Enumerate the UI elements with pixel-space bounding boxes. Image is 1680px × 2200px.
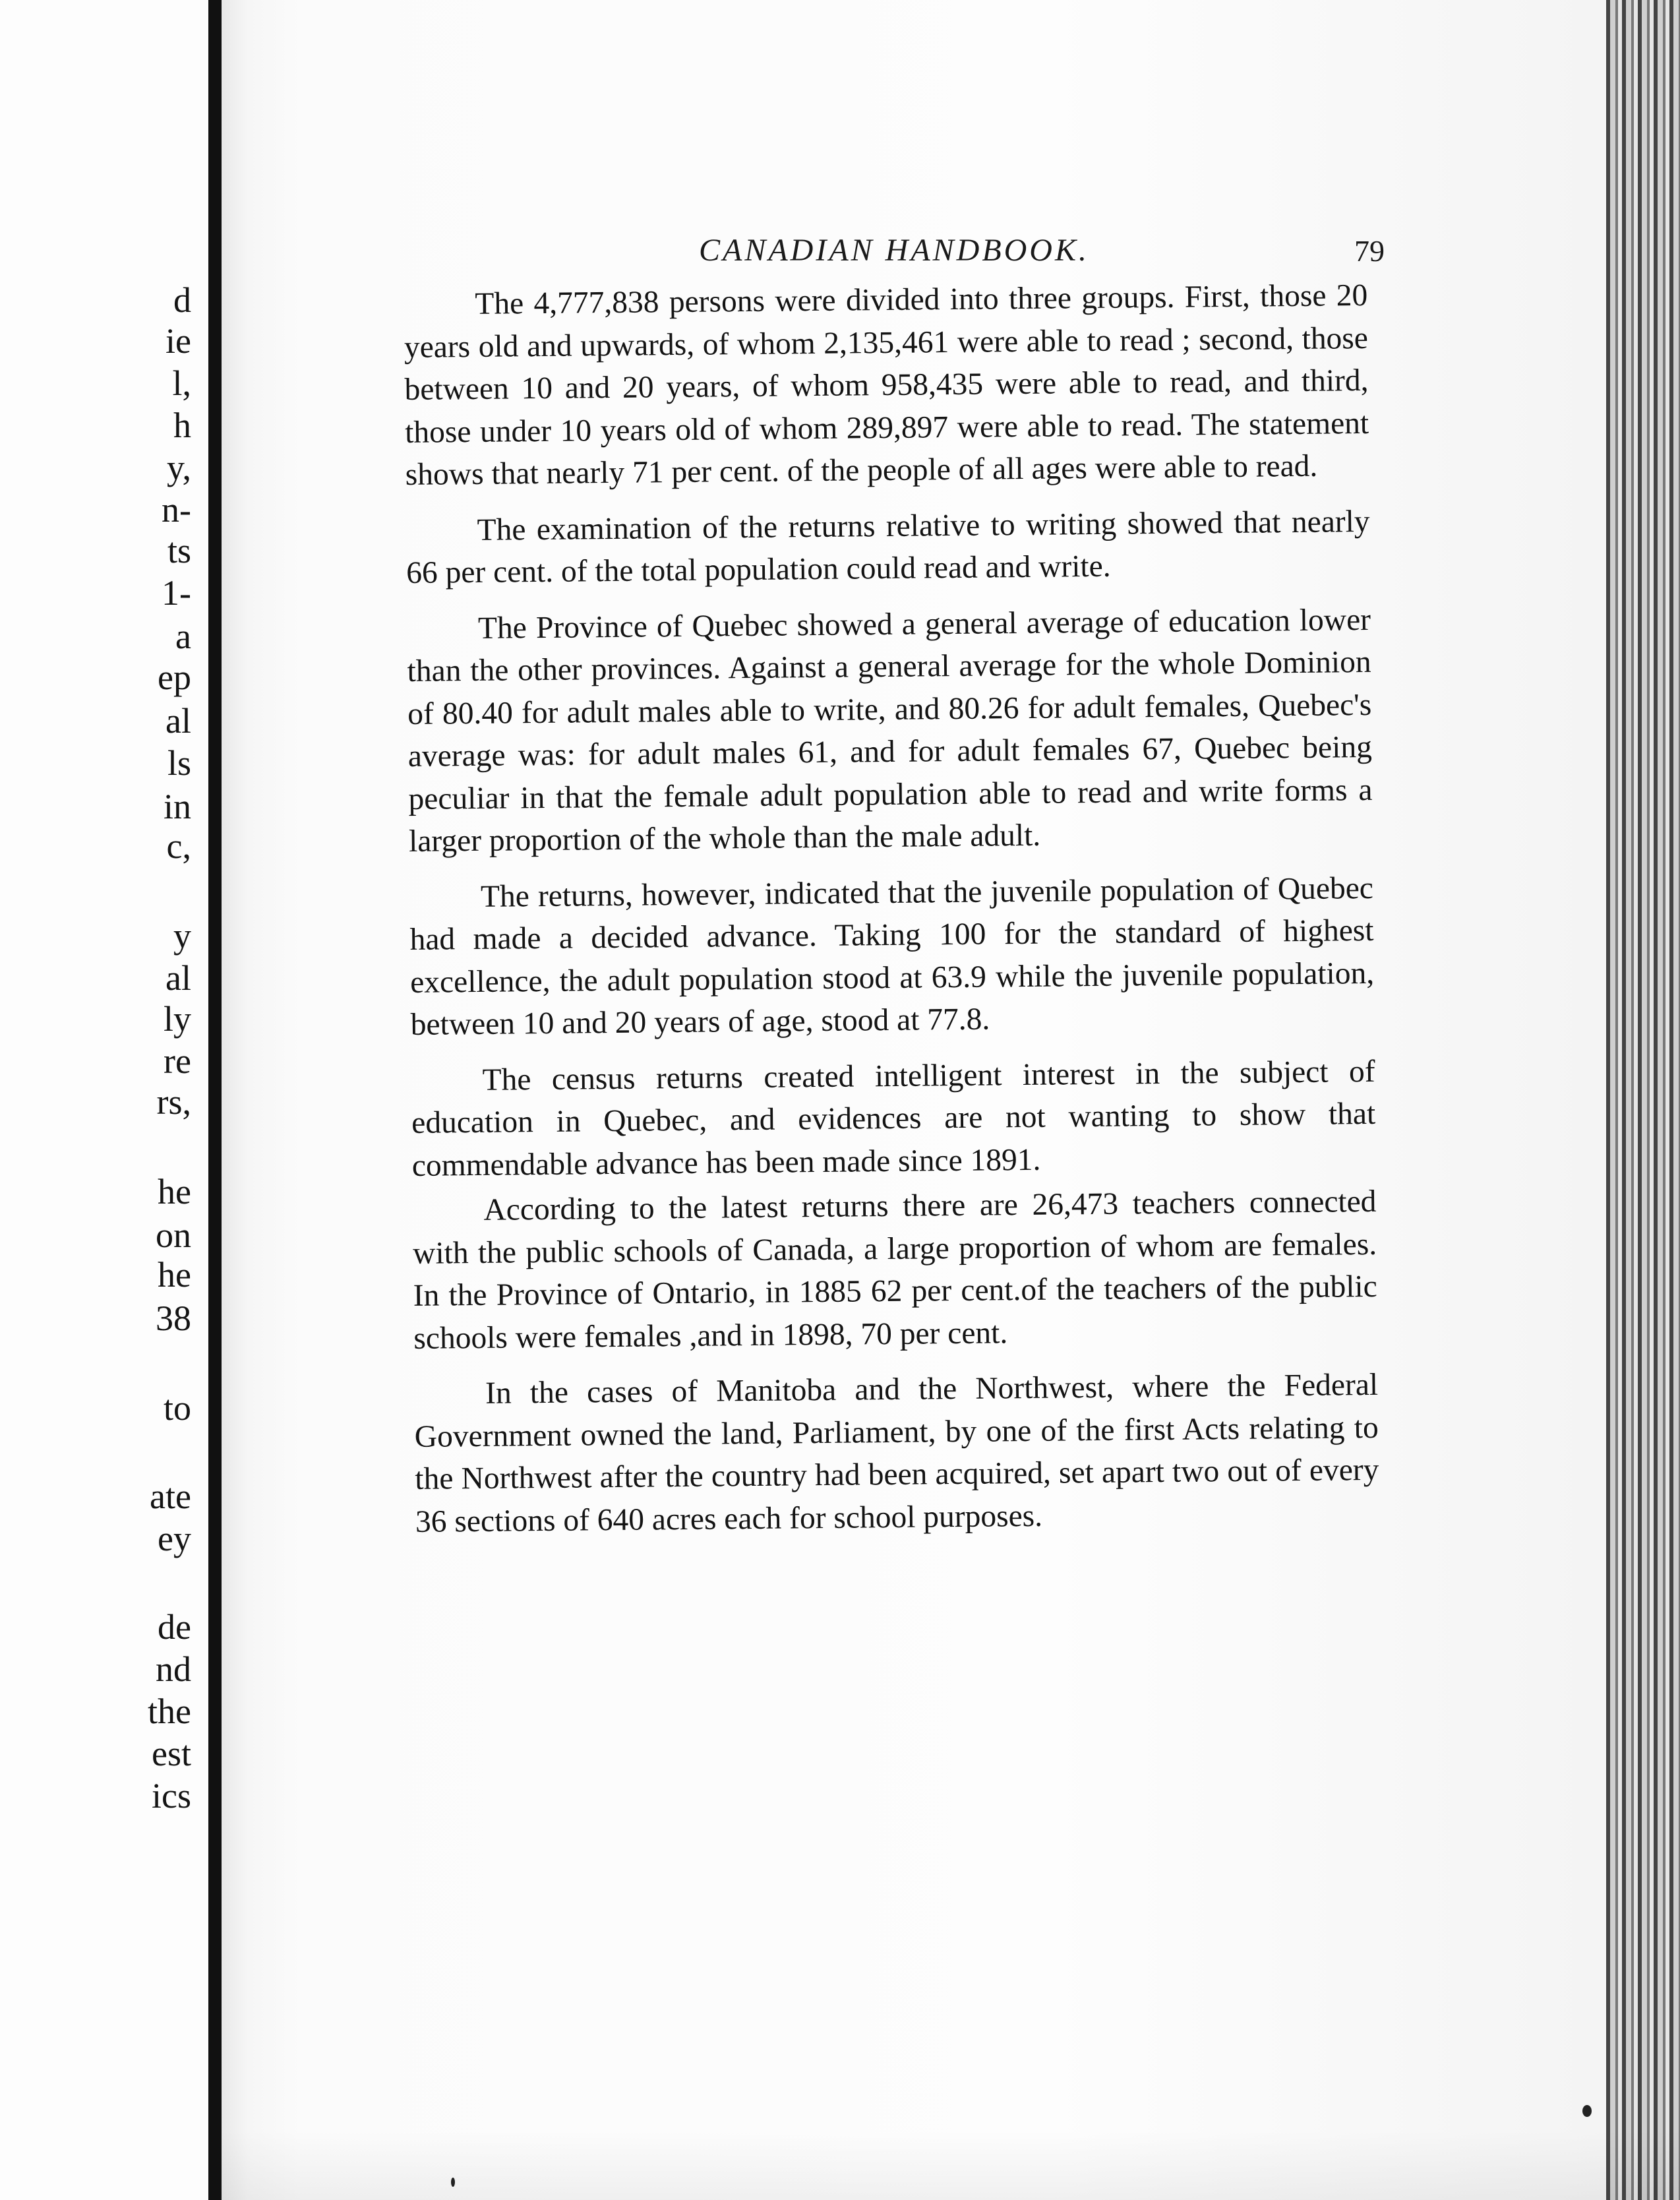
left-fragment: y, [167, 448, 191, 487]
left-fragment: ep [158, 657, 191, 697]
scan-speck [451, 2178, 455, 2187]
left-fragment: de [158, 1607, 191, 1647]
paragraph-school-lands: In the cases of Manitoba and the Northwest, where the Federal Government owned the land, Parliament, by one of the first Acts relating to the Northwest after the country had been acquired, set apart two out of every 36 sections of 640 acres each for school purposes. [414, 1367, 1379, 1539]
paragraph-juvenile-population: The returns, however, indicated that the juvenile population of Quebec had made a decided advance. Taking 100 for the standard of highest excellence, the adult population stood at 63.9 while the juvenile population, between 10 and 20 years of age, stood at 77.8. [409, 871, 1375, 1042]
left-fragment: nd [156, 1649, 191, 1689]
left-fragment: al [165, 958, 191, 998]
left-fragment: ls [167, 743, 191, 783]
left-fragment: ts [167, 531, 191, 570]
left-fragment: est [152, 1734, 191, 1773]
running-head: CANADIAN HANDBOOK. [699, 233, 1089, 268]
paragraph-census-interest: The census returns created intelligent interest in the subject of education in Quebec, and evidences are not wanting to show that commendable advance has been made since 1891. [411, 1054, 1376, 1183]
left-fragment: on [156, 1215, 191, 1255]
paragraph-writing-returns: The examination of the returns relative to writing showed that nearly 66 per cent. of the total population could read and write. [405, 504, 1370, 590]
left-fragment: ey [158, 1519, 191, 1558]
scan-speck [1582, 2105, 1592, 2117]
left-fragment: ly [163, 999, 191, 1039]
left-fragment: d [173, 280, 191, 320]
left-fragment: l, [172, 363, 191, 403]
left-fragment: 38 [156, 1299, 191, 1338]
paragraph-quebec-average: The Province of Quebec showed a general average of education lower than the other provinces. Against a general average for the whole Dominion of 80.40 for adult males able to write, and 80.26 for adult females, Quebec's average was: for adult males 61, and for adult females 67, Quebec being peculiar in that the female adult population able to read and write forms a larger proportion of the whole than the male adult. [407, 602, 1373, 859]
body-text [404, 274, 1379, 1556]
left-fragment: c, [166, 826, 191, 866]
page-bottom-shadow [222, 2130, 1680, 2200]
left-fragment: in [163, 787, 191, 826]
left-fragment: ics [152, 1776, 191, 1816]
left-fragment: the [148, 1692, 191, 1731]
left-fragment: a [175, 617, 191, 656]
paragraph-literacy-groups: The 4,777,838 persons were divided into three groups. First, those 20 years old and upwards, of whom 2,135,461 were able to read ; second, those between 10 and 20 years, of whom 958,435 were able to read, and third, those under 10 years old of whom 289,897 were able to read. The statement shows that nearly 71 per cent. of the people of all ages were able to read. [404, 278, 1369, 492]
left-fragment: h [173, 406, 191, 445]
left-fragment: al [165, 701, 191, 741]
left-fragment: to [163, 1388, 191, 1428]
left-fragment: re [164, 1041, 191, 1081]
left-fragment: ate [150, 1477, 191, 1516]
left-fragment: ie [165, 321, 191, 361]
left-page-text-fragments [0, 0, 198, 2200]
left-fragment: 1- [162, 573, 191, 613]
left-fragment: he [158, 1172, 191, 1211]
left-fragment: he [158, 1255, 191, 1295]
book-gutter [208, 0, 222, 2200]
page-edge-stack [1606, 0, 1680, 2200]
left-page-edge [0, 0, 210, 2200]
left-fragment: y [173, 916, 191, 956]
page-number: 79 [1354, 234, 1385, 268]
paragraph-teachers: According to the latest returns there are 26,473 teachers connected with the public schools of Canada, a large proportion of whom are females. In the Province of Ontario, in 1885 62 per cent.of the teachers of the public schools were females ,and in 1898, 70 per cent. [412, 1184, 1377, 1356]
left-fragment: rs, [156, 1082, 191, 1122]
left-fragment: n- [162, 490, 191, 530]
